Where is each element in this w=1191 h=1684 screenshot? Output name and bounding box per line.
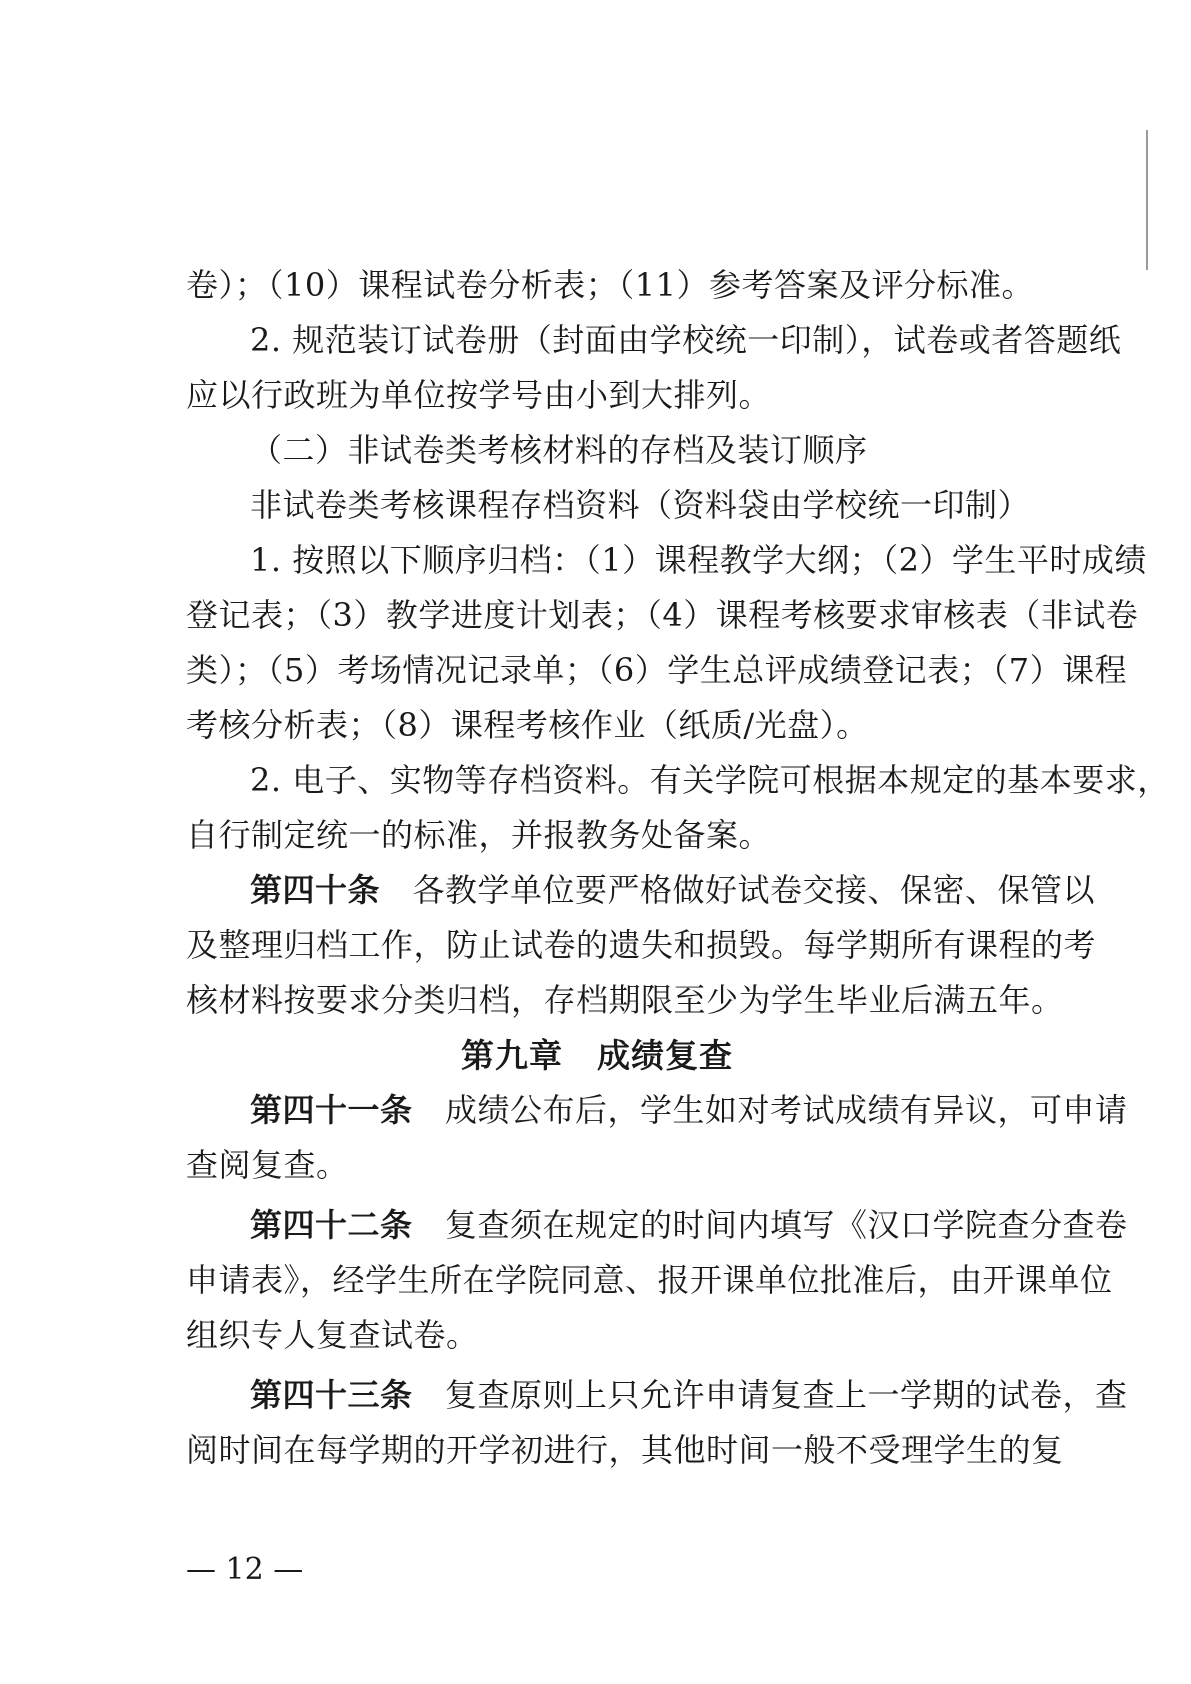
article-43-line — [186, 1368, 1128, 1423]
article-41-text: 成绩公布后，学生如对考试成绩有异议，可申请 — [445, 1091, 1128, 1129]
section-heading: （二）非试卷类考核材料的存档及装订顺序 — [250, 431, 868, 469]
text-line: 登记表；（3）教学进度计划表；（4）课程考核要求审核表（非试卷 — [186, 596, 1139, 634]
text-line: 2. 电子、实物等存档资料。有关学院可根据本规定的基本要求， — [250, 761, 1170, 799]
chapter-title: 第九章 成绩复查 — [461, 1036, 733, 1075]
text-line: 考核分析表；（8）课程考核作业（纸质/光盘）。 — [186, 706, 869, 744]
document-body — [186, 258, 1170, 1478]
text-line: 2. 规范装订试卷册（封面由学校统一印制），试卷或者答题纸 — [250, 321, 1122, 359]
text-line: 自行制定统一的标准，并报教务处备案。 — [186, 816, 772, 854]
article-42-line — [186, 1198, 1128, 1253]
article-40-line: 核材料按要求分类归档，存档期限至少为学生毕业后满五年。 — [186, 981, 1064, 1019]
article-41-label: 第四十一条 — [250, 1091, 413, 1129]
article-40-line: 及整理归档工作，防止试卷的遗失和损毁。每学期所有课程的考 — [186, 926, 1097, 964]
text-line: 应以行政班为单位按学号由小到大排列。 — [186, 376, 772, 414]
text-line: 卷）；（10）课程试卷分析表；（11）参考答案及评分标准。 — [186, 266, 1034, 304]
article-42-text: 复查须在规定的时间内填写《汉口学院查分查卷 — [445, 1206, 1128, 1244]
article-43-text: 复查原则上只允许申请复查上一学期的试卷，查 — [445, 1376, 1128, 1414]
article-43-label: 第四十三条 — [250, 1376, 413, 1414]
article-40-line — [186, 863, 1096, 918]
article-43-line: 阅时间在每学期的开学初进行，其他时间一般不受理学生的复 — [186, 1431, 1064, 1469]
article-42-line: 申请表》，经学生所在学院同意、报开课单位批准后，由开课单位 — [186, 1261, 1113, 1299]
article-40-label: 第四十条 — [250, 871, 381, 909]
article-40-text: 各教学单位要严格做好试卷交接、保密、保管以 — [412, 871, 1096, 909]
article-41-line — [186, 1083, 1128, 1138]
scan-edge-line — [1146, 130, 1148, 270]
page-number: — 12 — — [186, 1552, 304, 1587]
text-line: 类）；（5）考场情况记录单；（6）学生总评成绩登记表；（7）课程 — [186, 651, 1128, 689]
text-line: 非试卷类考核课程存档资料（资料袋由学校统一印制） — [250, 486, 1031, 524]
text-line: 1. 按照以下顺序归档：（1）课程教学大纲；（2）学生平时成绩 — [250, 541, 1147, 579]
article-42-line: 组织专人复查试卷。 — [186, 1316, 479, 1354]
article-42-label: 第四十二条 — [250, 1206, 413, 1244]
article-41-line: 查阅复查。 — [186, 1146, 349, 1184]
